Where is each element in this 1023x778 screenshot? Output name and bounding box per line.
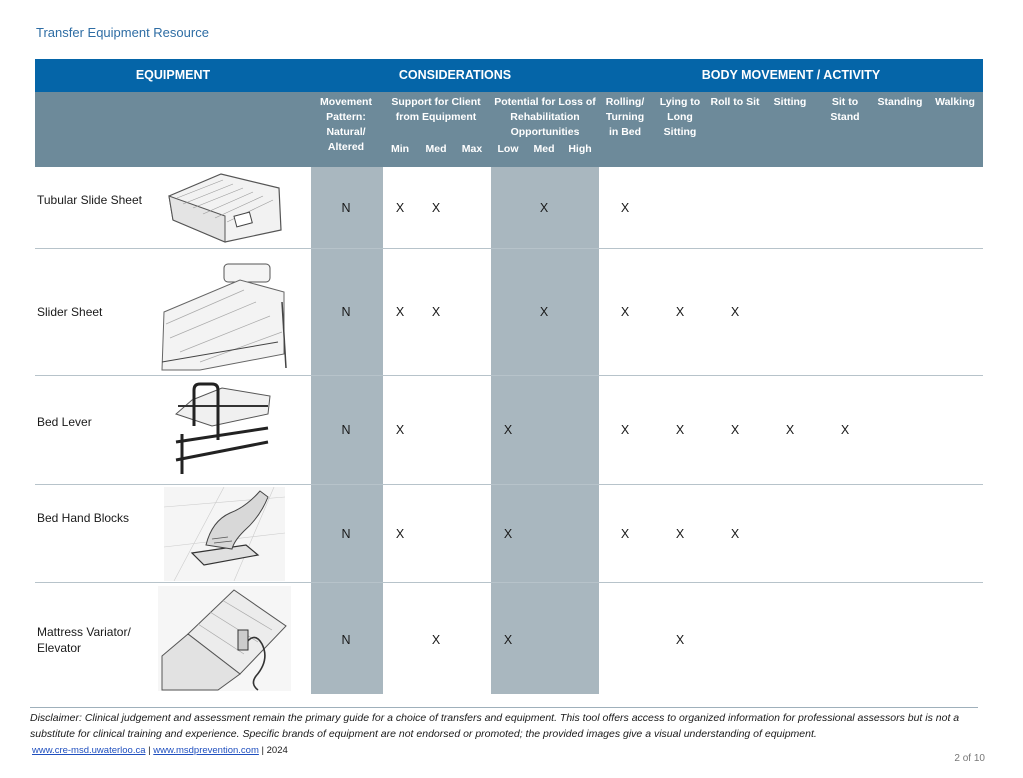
equipment-name-bed-hand-blocks: Bed Hand Blocks	[37, 511, 130, 525]
msdprevention-link[interactable]: www.msdprevention.com	[153, 745, 259, 756]
bed-lever-sitting: X	[785, 423, 795, 437]
bed-hand-blocks-pattern: N	[341, 527, 351, 541]
bed-lever-roll-sit: X	[730, 423, 740, 437]
slider-sheet-support-min: X	[395, 305, 405, 319]
bed-lever-photo	[172, 380, 274, 480]
footer-separator: |	[261, 745, 264, 756]
bed-hand-blocks-lying: X	[675, 527, 685, 541]
slider-sheet-pattern: N	[341, 305, 351, 319]
row-divider	[35, 248, 983, 249]
equipment-name-bed-lever: Bed Lever	[37, 415, 92, 429]
support-min-subheader: Min	[390, 143, 410, 155]
tubular-slide-sheet-rolling: X	[620, 201, 630, 215]
support-header: Support for Client from Equipment	[391, 96, 481, 123]
roll-to-sit-header: Roll to Sit	[710, 96, 760, 108]
bed-lever-pattern: N	[341, 423, 351, 437]
bed-lever-lying: X	[675, 423, 685, 437]
sit-to-stand-header: Sit to Stand	[830, 96, 860, 123]
tubular-slide-sheet-support-med: X	[431, 201, 441, 215]
bed-hand-blocks-photo	[164, 487, 285, 581]
document-title: Transfer Equipment Resource	[36, 25, 209, 40]
row-divider	[35, 484, 983, 485]
equipment-name-tubular-slide-sheet: Tubular Slide Sheet	[37, 193, 142, 207]
mattress-variator-lying: X	[675, 633, 685, 647]
tubular-slide-sheet-pattern: N	[341, 201, 351, 215]
rehab-header: Potential for Loss of Rehabilitation Opportunities	[494, 96, 596, 138]
equipment-name-mattress-variator: Mattress Variator/ Elevator	[37, 625, 131, 655]
movement-pattern-header: Movement Pattern: Natural/ Altered	[320, 96, 372, 153]
mattress-variator-rehab-low: X	[503, 633, 513, 647]
rehab-high-subheader: High	[568, 143, 592, 155]
mattress-variator-pattern: N	[341, 633, 351, 647]
bed-hand-blocks-rolling: X	[620, 527, 630, 541]
walking-header: Walking	[935, 96, 975, 108]
equipment-name-slider-sheet: Slider Sheet	[37, 305, 103, 319]
bed-hand-blocks-roll-sit: X	[730, 527, 740, 541]
mattress-variator-photo	[158, 586, 291, 691]
slider-sheet-photo	[160, 262, 290, 372]
row-divider	[35, 375, 983, 376]
slider-sheet-rehab-med: X	[539, 305, 549, 319]
bed-lever-rolling: X	[620, 423, 630, 437]
considerations-group-header: CONSIDERATIONS	[398, 68, 512, 82]
tubular-slide-sheet-photo	[163, 168, 284, 245]
lying-header: Lying to Long Sitting	[659, 96, 701, 138]
footer-year: 2024	[266, 745, 288, 756]
slider-sheet-rolling: X	[620, 305, 630, 319]
slider-sheet-support-med: X	[431, 305, 441, 319]
row-divider	[35, 582, 983, 583]
bed-lever-sit-stand: X	[840, 423, 850, 437]
slider-sheet-roll-sit: X	[730, 305, 740, 319]
standing-header: Standing	[877, 96, 923, 108]
bed-lever-support-min: X	[395, 423, 405, 437]
mattress-variator-support-med: X	[431, 633, 441, 647]
body-movement-group-header: BODY MOVEMENT / ACTIVITY	[701, 68, 881, 82]
slider-sheet-lying: X	[675, 305, 685, 319]
rolling-header: Rolling/ Turning in Bed	[605, 96, 645, 138]
footer	[32, 745, 288, 756]
sitting-header: Sitting	[773, 96, 807, 108]
disclaimer-text: Disclaimer: Clinical judgement and assessment remain the primary guide for a choice of transfers and equipment. This tool offers access to organized information for professional assessors but is not a substitute for clinical training and experience. Specific brands of equipment are not endorsed or promoted; the provided images give a visual understanding of equipment.	[30, 712, 960, 740]
page-number: 2 of 10	[954, 753, 985, 764]
bed-lever-rehab-low: X	[503, 423, 513, 437]
disclaimer-divider	[30, 707, 978, 708]
cre-msd-link[interactable]: www.cre-msd.uwaterloo.ca	[32, 745, 146, 756]
rehab-med-subheader: Med	[533, 143, 555, 155]
bed-hand-blocks-support-min: X	[395, 527, 405, 541]
equipment-group-header: EQUIPMENT	[135, 68, 211, 82]
footer-separator: |	[148, 745, 151, 756]
support-med-subheader: Med	[425, 143, 447, 155]
bed-hand-blocks-rehab-low: X	[503, 527, 513, 541]
rehab-low-subheader: Low	[497, 143, 519, 155]
support-max-subheader: Max	[461, 143, 483, 155]
tubular-slide-sheet-support-min: X	[395, 201, 405, 215]
tubular-slide-sheet-rehab-med: X	[539, 201, 549, 215]
